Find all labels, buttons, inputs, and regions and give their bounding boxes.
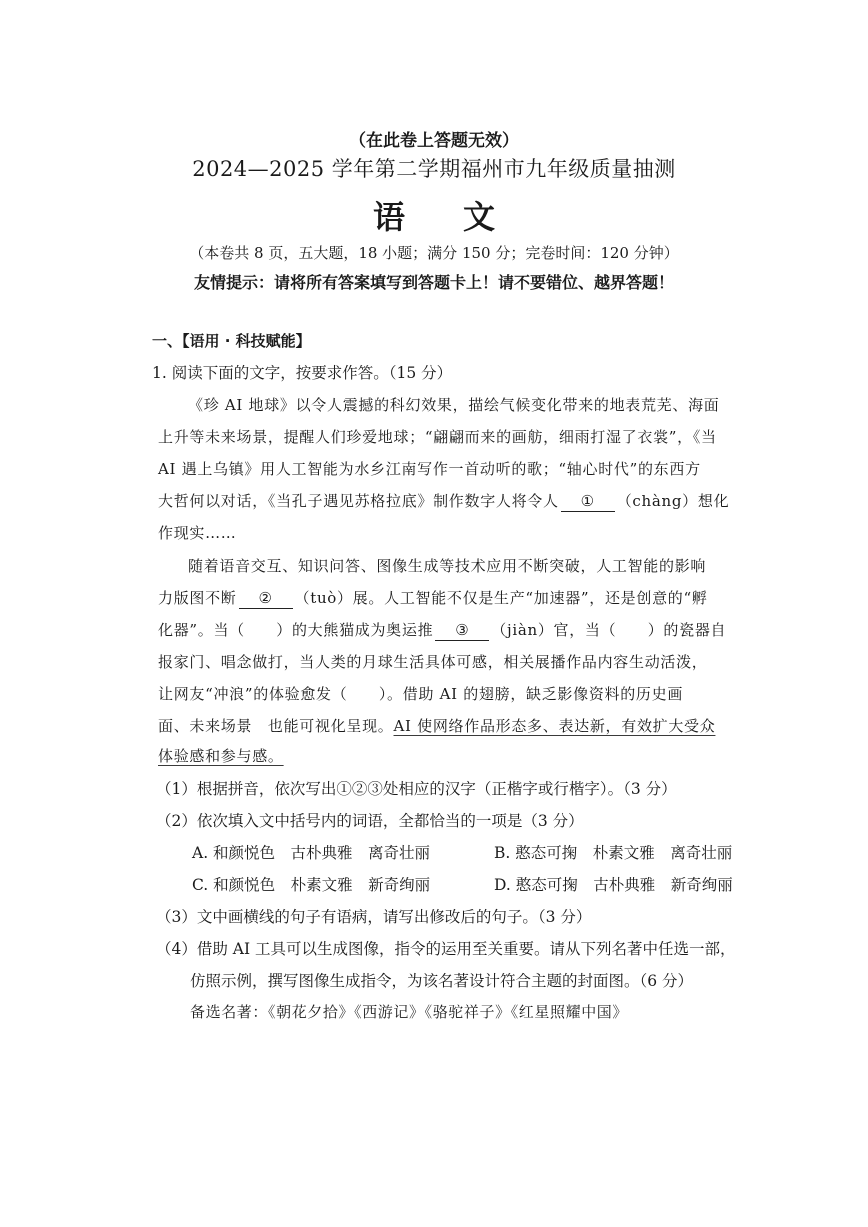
subject-title: 语文	[372, 198, 553, 236]
passage-line	[158, 620, 726, 641]
sub-question-3: （3）文中画横线的句子有语病，请写出修改后的句子。（3 分）	[156, 908, 592, 926]
passage-line	[158, 588, 708, 609]
passage-line	[158, 716, 715, 736]
reference-books: 备选名著：《朝花夕拾》《西游记》《骆驼祥子》《红星照耀中国》	[190, 1003, 629, 1021]
passage-line: 上升等未来场景，提醒人们珍爱地球；“翩翩而来的画舫，细雨打湿了衣裳”，《当	[158, 428, 717, 446]
choice-a: A. 和颜悦色 古朴典雅 离奇壮丽	[192, 844, 431, 862]
passage-text: 力版图不断	[158, 589, 237, 607]
passage-line: 让网友“冲浪”的体验愈发（ ）。借助 AI 的翅膀，缺乏影像资料的历史画	[158, 685, 684, 703]
exam-title: 2024—2025 学年第二学期福州市九年级质量抽测	[192, 157, 676, 181]
passage-text: 面、未来场景 也能可视化呈现。	[158, 717, 394, 735]
sub-question-1: （1）根据拼音，依次写出①②③处相应的汉字（正楷字或行楷字）。（3 分）	[156, 780, 677, 798]
passage-line: 作现实……	[158, 524, 237, 542]
sub-question-2: （2）依次填入文中括号内的词语，全都恰当的一项是（3 分）	[156, 812, 584, 830]
passage-text: （chàng）想化	[616, 492, 730, 510]
sub-question-4: （4）借助 AI 工具可以生成图像，指令的运用至关重要。请从下列名著中任选一部，	[156, 940, 736, 958]
passage-line: 《珍 AI 地球》以令人震撼的科幻效果，描绘气候变化带来的地表荒芜、海面	[188, 396, 720, 414]
section-title: 一、【语用 · 科技赋能】	[152, 332, 311, 350]
fill-blank-1: ①	[561, 491, 615, 512]
fill-blank-3: ③	[435, 620, 489, 641]
choice-b: B. 憨态可掬 朴素文雅 离奇壮丽	[494, 844, 733, 862]
answer-invalid-notice: （在此卷上答题无效）	[349, 131, 519, 151]
passage-line: 随着语音交互、知识问答、图像生成等技术应用不断突破，人工智能的影响	[188, 557, 707, 575]
choice-c: C. 和颜悦色 朴素文雅 新奇绚丽	[192, 876, 431, 894]
passage-line	[158, 746, 284, 766]
passage-text: 化器”。当（ ）的大熊猫成为奥运推	[158, 621, 434, 639]
passage-text: （tuò）展。人工智能不仅是生产“加速器”，还是创意的“孵	[294, 589, 708, 607]
passage-text: （jiàn）官，当（ ）的瓷器自	[491, 621, 727, 639]
exam-info: （本卷共 8 页，五大题，18 小题；满分 150 分；完卷时间：120 分钟）	[189, 244, 679, 262]
faulty-sentence-underlined: 体验感和参与感。	[158, 747, 284, 765]
passage-line	[158, 491, 729, 512]
choice-d: D. 憨态可掬 古朴典雅 新奇绚丽	[494, 876, 733, 894]
sub-question-4-cont: 仿照示例，撰写图像生成指令，为该名著设计符合主题的封面图。（6 分）	[190, 972, 694, 990]
friendly-tip: 友情提示：请将所有答案填写到答题卡上！请不要错位、越界答题！	[193, 273, 674, 292]
passage-text: 大哲何以对话，《当孔子遇见苏格拉底》制作数字人将令人	[158, 492, 559, 510]
fill-blank-2: ②	[239, 588, 293, 609]
question-1-stem: 1. 阅读下面的文字，按要求作答。（15 分）	[152, 364, 453, 382]
passage-line: AI 遇上乌镇》用人工智能为水乡江南写作一首动听的歌；“轴心时代”的东西方	[158, 460, 701, 478]
passage-line: 报家门、唱念做打，当人类的月球生活具体可感，相关展播作品内容生动活泼，	[158, 653, 708, 671]
faulty-sentence-underlined: AI 使网络作品形态多、表达新，有效扩大受众	[393, 717, 716, 735]
